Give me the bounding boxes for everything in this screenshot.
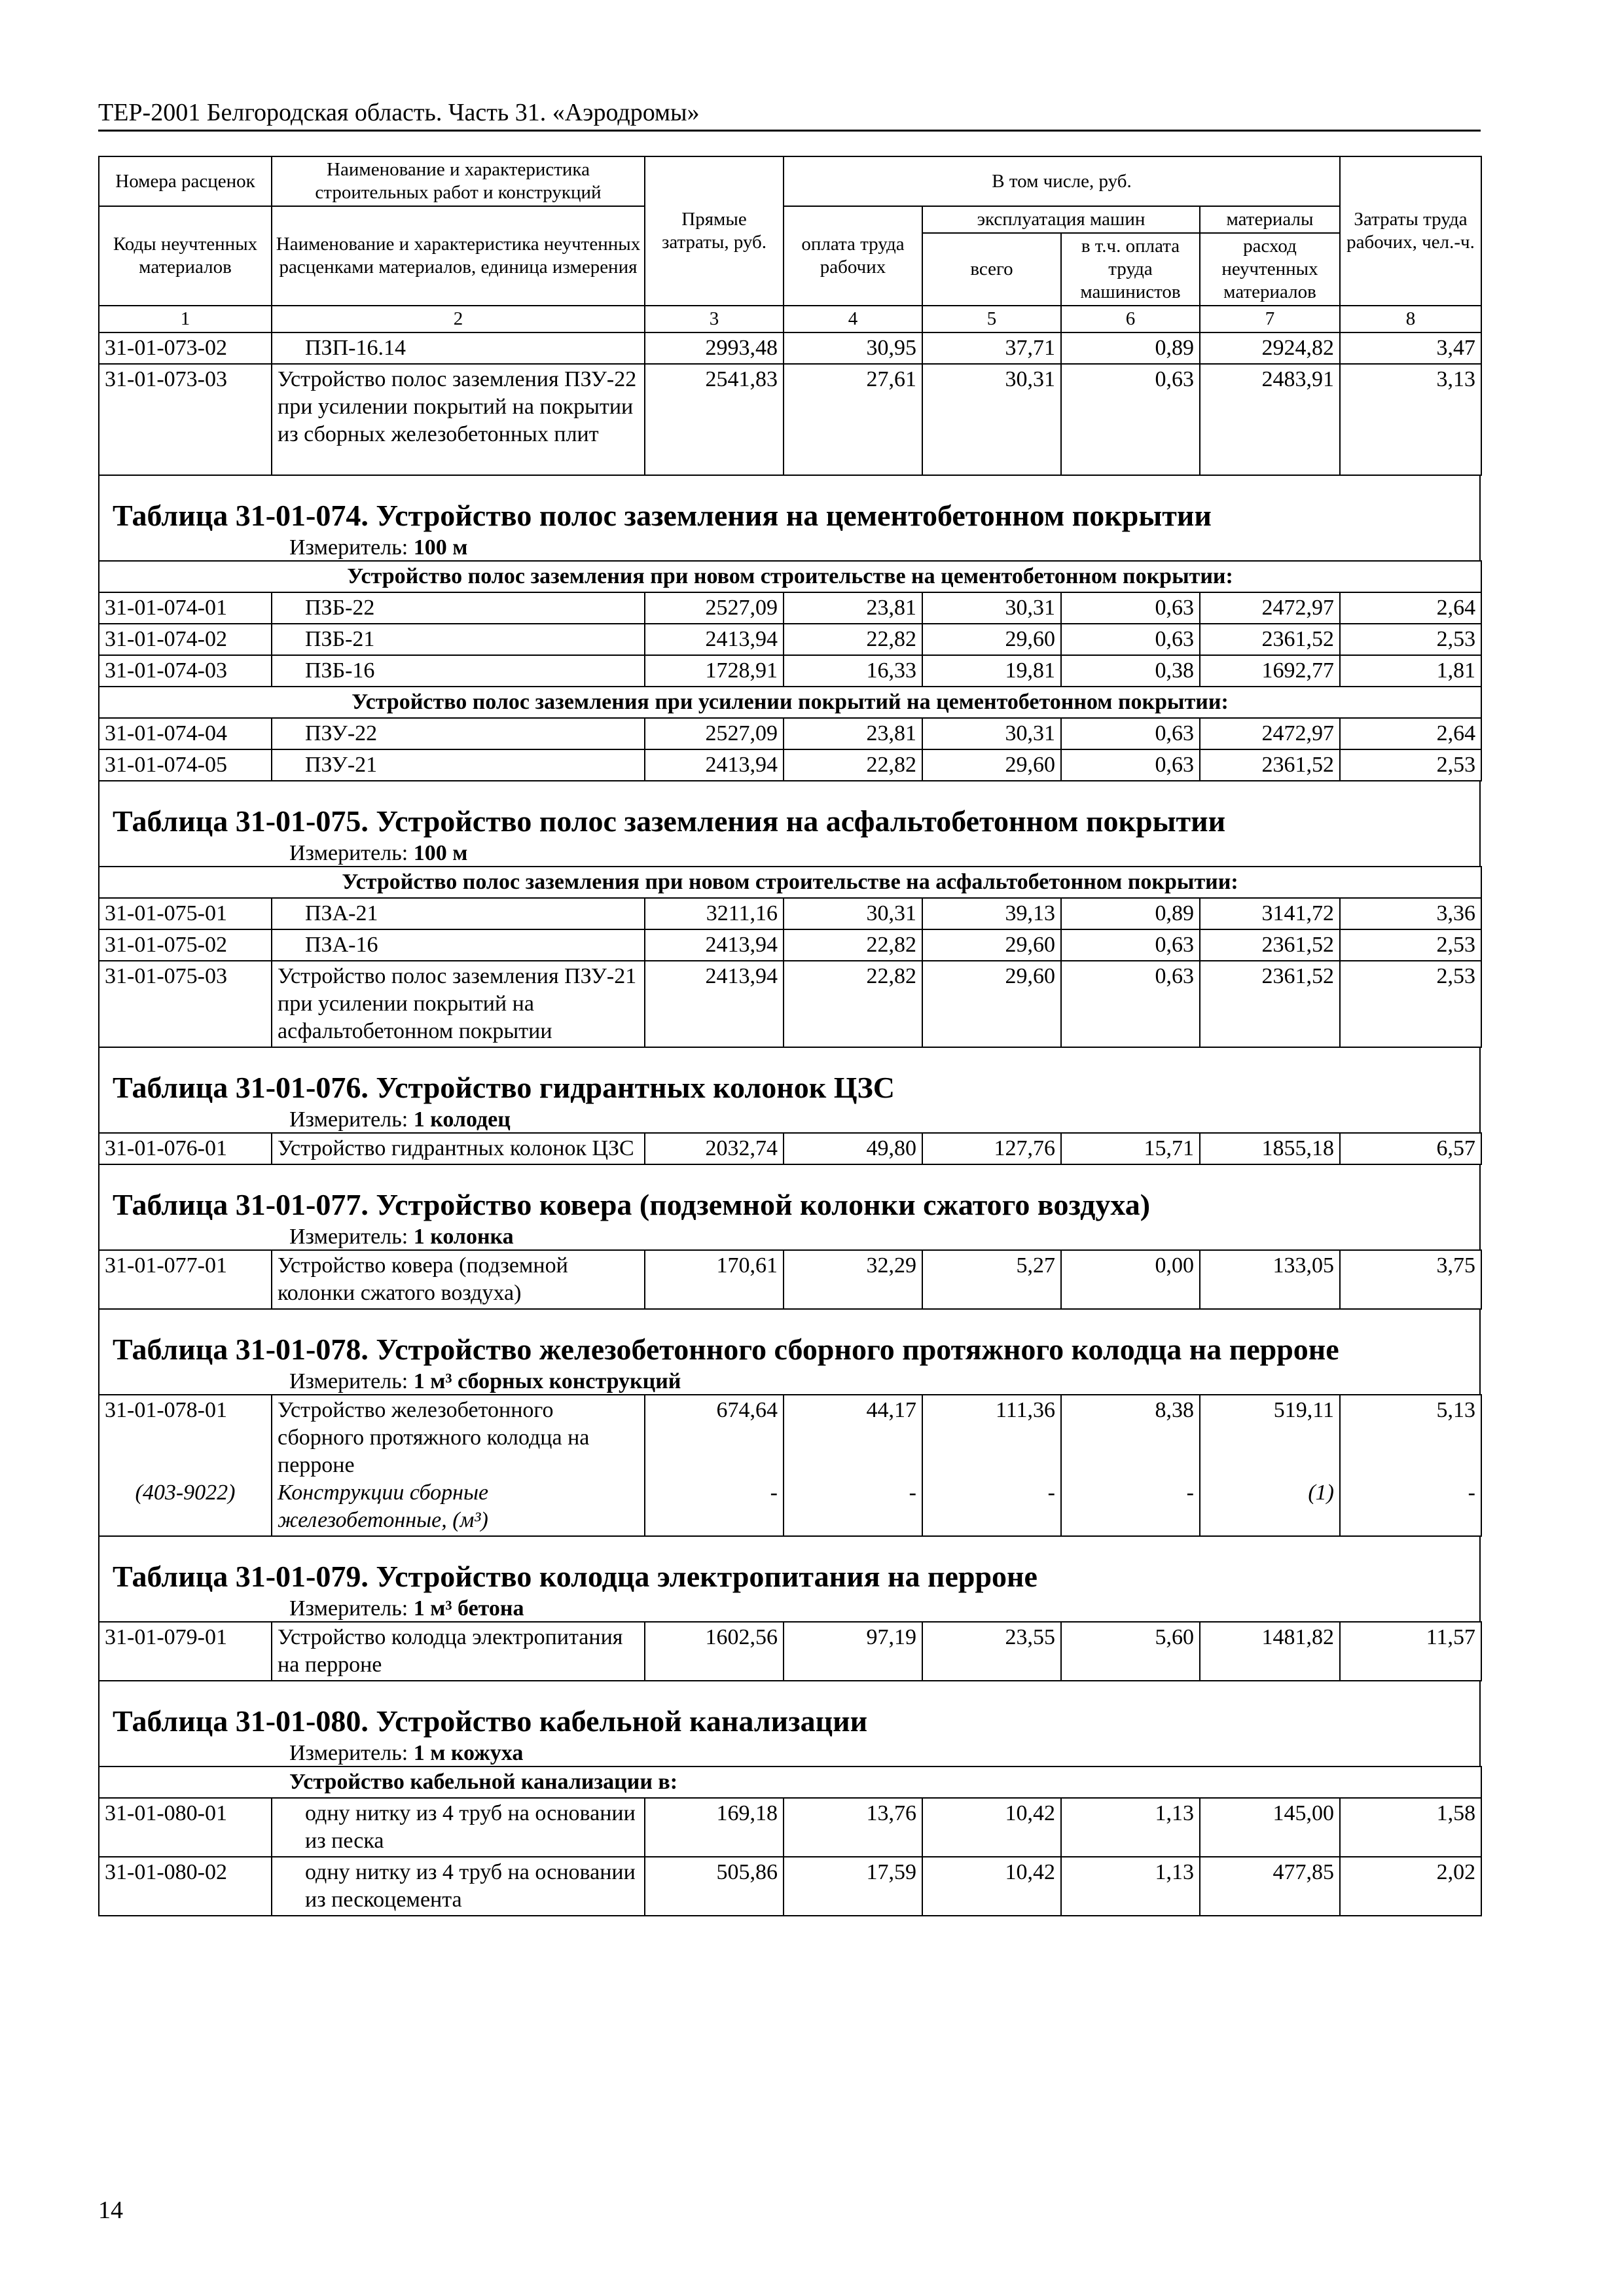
col-index-2: 2 [272, 306, 645, 332]
col-wages: оплата труда рабочих [784, 206, 922, 306]
table-row: 31-01-073-02 ПЗП-16.14 2993,48 30,95 37,71 0,89 2924,82 3,47 [99, 332, 1481, 364]
measure-unit: Измеритель: 1 м кожуха [289, 1741, 524, 1765]
table-title: Таблица 31-01-079. Устройство колодца электропитания на перроне [113, 1560, 1038, 1593]
measure-unit: Измеритель: 1 м³ бетона [289, 1596, 524, 1621]
table-title: Таблица 31-01-076. Устройство гидрантных колонок ЦЗС [113, 1071, 895, 1104]
table-078-caption [98, 1310, 1481, 1394]
col-direct-costs: Прямые затраты, руб. [645, 156, 784, 306]
col-materials: материалы [1200, 206, 1340, 233]
table-title: Таблица 31-01-074. Устройство полос заземления на цементобетонном покрытии [113, 499, 1212, 532]
col-machinist-wages: в т.ч. оплата труда машинистов [1061, 233, 1200, 306]
col-material-name: Наименование и характеристика неучтенных расценками материалов, единица измерения [272, 206, 645, 306]
table-079-caption [98, 1537, 1481, 1621]
table-title: Таблица 31-01-075. Устройство полос заземления на асфальтобетонном покрытии [113, 804, 1226, 838]
table-076-caption [98, 1048, 1481, 1132]
table-075-caption [98, 781, 1481, 866]
table-row: 31-01-076-01 Устройство гидрантных колонок ЦЗС 2032,74 49,80 127,76 15,71 1855,18 6,57 [99, 1133, 1481, 1164]
measure-unit: Измеритель: 1 колодец [289, 1107, 511, 1132]
table-title: Таблица 31-01-078. Устройство железобетонного сборного протяжного колодца на перроне [113, 1333, 1339, 1366]
col-index-5: 5 [922, 306, 1061, 332]
table-079 [98, 1621, 1482, 1681]
table-row: 31-01-080-01 одну нитку из 4 труб на основании из песка 169,18 13,76 10,42 1,13 145,00 1,58 [99, 1798, 1481, 1857]
table-title: Таблица 31-01-077. Устройство ковера (подземной колонки сжатого воздуха) [113, 1188, 1151, 1221]
measure-unit: Измеритель: 1 м³ сборных конструкций [289, 1369, 681, 1393]
col-material-use: расход неучтенных материалов [1200, 233, 1340, 306]
col-work-name: Наименование и характеристика строительных работ и конструкций [272, 156, 645, 206]
col-index-6: 6 [1061, 306, 1200, 332]
table-row: 31-01-079-01 Устройство колодца электропитания на перроне 1602,56 97,19 23,55 5,60 1481,82 11,57 [99, 1622, 1481, 1681]
table-title: Таблица 31-01-080. Устройство кабельной канализации [113, 1704, 868, 1738]
table-076 [98, 1132, 1482, 1165]
table-row: 31-01-074-02 ПЗБ-21 2413,94 22,82 29,60 0,63 2361,52 2,53 [99, 624, 1481, 655]
table-row: 31-01-074-01 ПЗБ-22 2527,09 23,81 30,31 0,63 2472,97 2,64 [99, 592, 1481, 624]
page-number: 14 [98, 2197, 123, 2224]
table-080 [98, 1766, 1482, 1916]
section-heading: Устройство полос заземления при усилении покрытий на цементобетонном покрытии: [99, 687, 1481, 718]
table-075 [98, 866, 1482, 1048]
col-machines: эксплуатация машин [922, 206, 1200, 233]
col-material-codes: Коды неучтенных материалов [99, 206, 272, 306]
table-row: 31-01-074-04 ПЗУ-22 2527,09 23,81 30,31 0,63 2472,97 2,64 [99, 718, 1481, 749]
table-074-caption [98, 476, 1481, 560]
table-row: 31-01-074-03 ПЗБ-16 1728,91 16,33 19,81 0,38 1692,77 1,81 [99, 655, 1481, 687]
table-078 [98, 1394, 1482, 1537]
table-row: 31-01-073-03 Устройство полос заземления ПЗУ-22 при усилении покрытий на покрытии из сборных железобетонных плит 2541,83 27,61 30,31 0,63 2483,91 3,13 [99, 364, 1481, 475]
table-074 [98, 560, 1482, 781]
table-row: 31-01-080-02 одну нитку из 4 труб на основании из пескоцемента 505,86 17,59 10,42 1,13 477,85 2,02 [99, 1857, 1481, 1916]
rates-table-head [98, 156, 1482, 476]
col-index-8: 8 [1340, 306, 1481, 332]
col-rate-numbers: Номера расценок [99, 156, 272, 206]
col-labor: Затраты труда рабочих, чел.-ч. [1340, 156, 1481, 306]
measure-unit: Измеритель: 100 м [289, 841, 468, 865]
section-heading: Устройство кабельной канализации в: [99, 1767, 1481, 1798]
measure-unit: Измеритель: 100 м [289, 535, 468, 560]
table-row: 31-01-078-01 (403-9022) Устройство железобетонного сборного протяжного колодца на перроне Конструкции сборные железобетонные, (м³) 674,64 - 44,17 - 111,36 - 8,38 - 519,11 (1) 5,13 - [99, 1395, 1481, 1536]
table-row: 31-01-074-05 ПЗУ-21 2413,94 22,82 29,60 0,63 2361,52 2,53 [99, 749, 1481, 781]
table-077-caption [98, 1165, 1481, 1249]
table-077 [98, 1249, 1482, 1310]
col-machines-total: всего [922, 233, 1061, 306]
running-header: ТЕР-2001 Белгородская область. Часть 31. «Аэродромы» [98, 98, 1481, 132]
col-index-3: 3 [645, 306, 784, 332]
table-080-caption [98, 1681, 1481, 1766]
table-row: 31-01-075-02 ПЗА-16 2413,94 22,82 29,60 0,63 2361,52 2,53 [99, 929, 1481, 961]
measure-unit: Измеритель: 1 колонка [289, 1225, 514, 1249]
table-row: 31-01-075-01 ПЗА-21 3211,16 30,31 39,13 0,89 3141,72 3,36 [99, 898, 1481, 929]
section-heading: Устройство полос заземления при новом строительстве на асфальтобетонном покрытии: [99, 867, 1481, 898]
table-row: 31-01-077-01 Устройство ковера (подземной колонки сжатого воздуха) 170,61 32,29 5,27 0,00 133,05 3,75 [99, 1250, 1481, 1309]
rates-sheet [98, 156, 1481, 1916]
section-heading: Устройство полос заземления при новом строительстве на цементобетонном покрытии: [99, 561, 1481, 592]
table-row: 31-01-075-03 Устройство полос заземления ПЗУ-21 при усилении покрытий на асфальтобетонном покрытии 2413,94 22,82 29,60 0,63 2361,52 2,53 [99, 961, 1481, 1047]
col-index-4: 4 [784, 306, 922, 332]
col-including: В том числе, руб. [784, 156, 1340, 206]
col-index-1: 1 [99, 306, 272, 332]
col-index-7: 7 [1200, 306, 1340, 332]
